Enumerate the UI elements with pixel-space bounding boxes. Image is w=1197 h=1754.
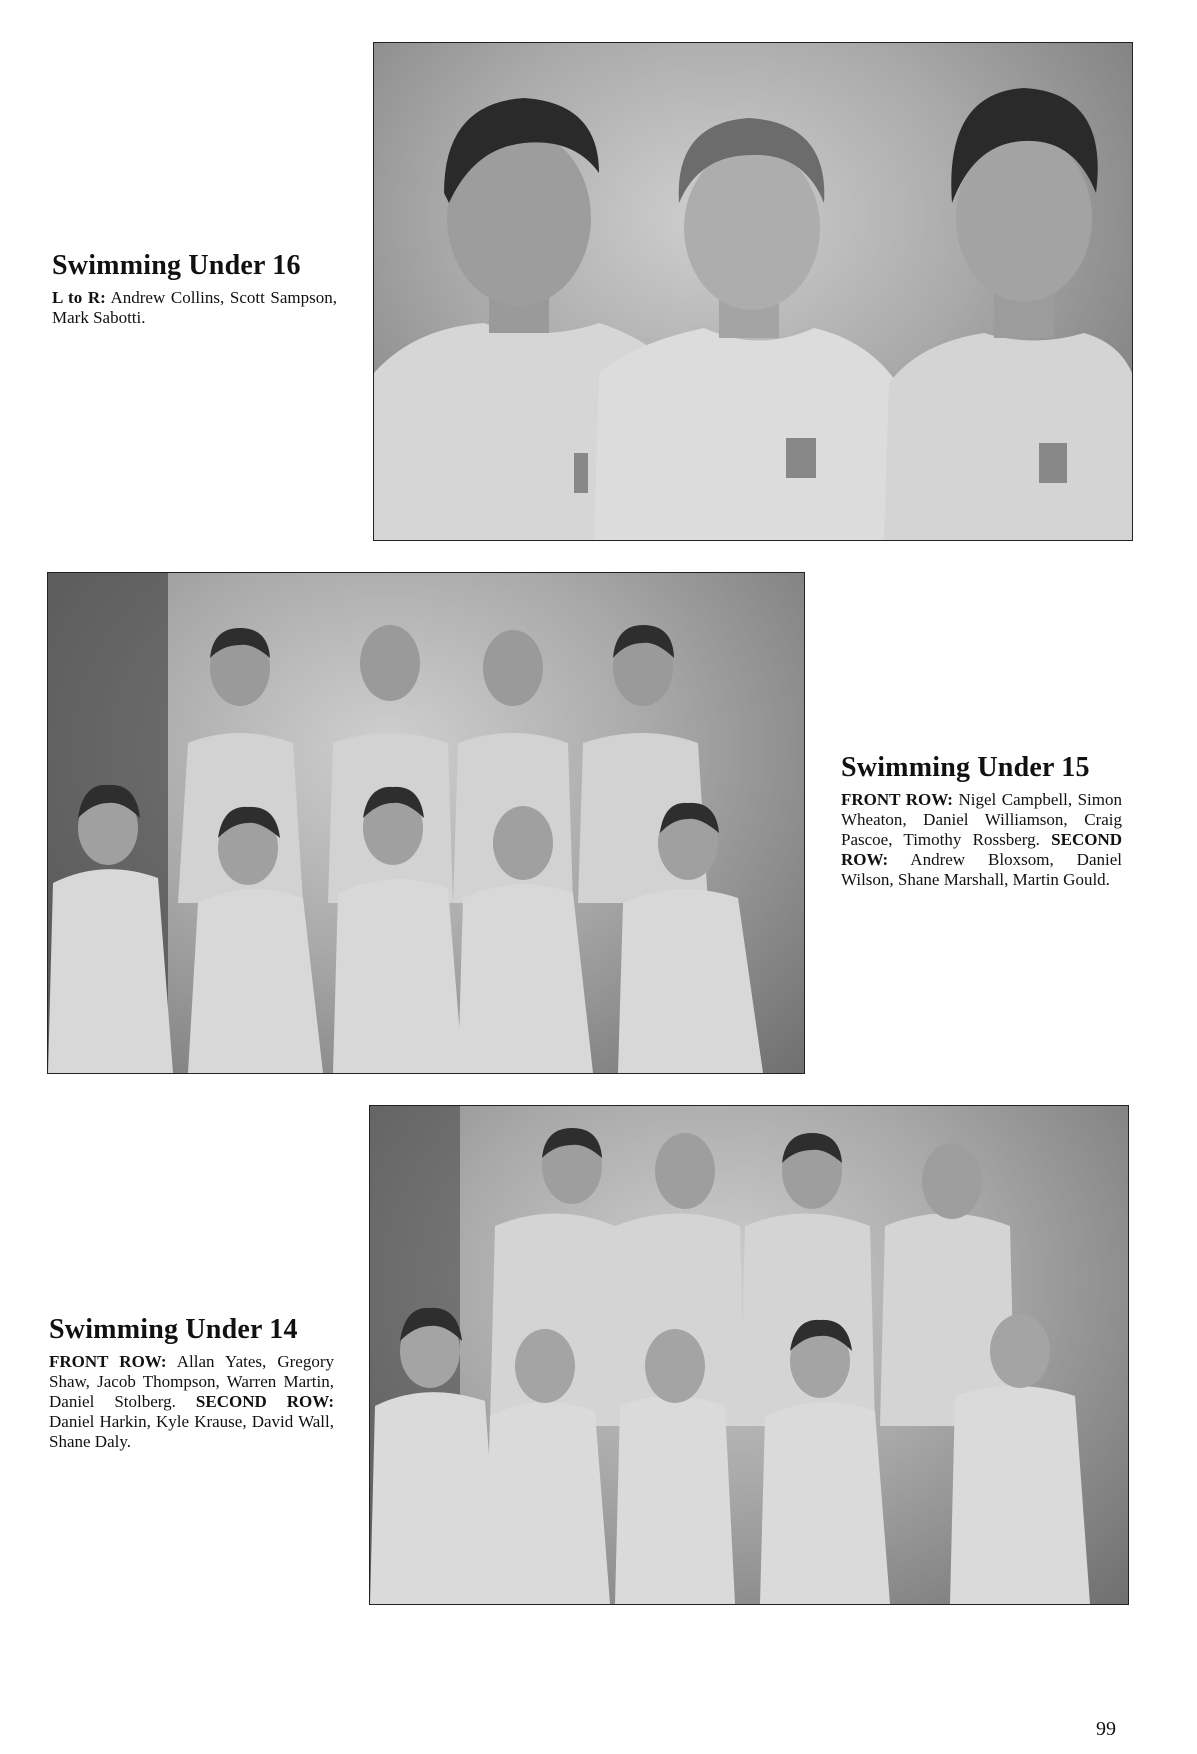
row-names: Daniel Harkin, Kyle Krause, David Wall, Shane Daly. xyxy=(49,1412,334,1451)
row-names: Allan Yates, Gregory Shaw, Jacob Thompson, Warren Martin, Daniel Stolberg. xyxy=(49,1352,335,1411)
caption-names xyxy=(841,790,1122,890)
team-photo-under-16 xyxy=(373,42,1133,541)
caption-names xyxy=(49,1352,334,1452)
team-photo-under-14 xyxy=(369,1105,1129,1605)
caption-title: Swimming Under 15 xyxy=(841,752,1090,783)
caption-under-14 xyxy=(49,1314,334,1452)
caption-under-16 xyxy=(52,250,337,328)
team-photo-under-14-image xyxy=(370,1106,1128,1604)
caption-title: Swimming Under 14 xyxy=(49,1314,298,1345)
team-photo-under-15-image xyxy=(48,573,804,1073)
row-label: FRONT ROW: xyxy=(841,790,953,809)
team-photo-under-16-image xyxy=(374,43,1132,540)
caption-under-15 xyxy=(841,752,1122,890)
caption-title: Swimming Under 16 xyxy=(52,250,301,281)
row-names: Andrew Bloxsom, Daniel Wilson, Shane Marshall, Martin Gould. xyxy=(841,850,1123,889)
page-number: 99 xyxy=(1096,1718,1116,1740)
team-photo-under-15 xyxy=(47,572,805,1074)
row-label: FRONT ROW: xyxy=(49,1352,167,1371)
row-label: SECOND ROW: xyxy=(195,1392,334,1411)
row-label: L to R: xyxy=(52,288,106,307)
caption-names xyxy=(52,288,337,328)
row-names: Andrew Collins, Scott Sampson, Mark Sabotti. xyxy=(52,288,338,327)
row-label: SECOND ROW: xyxy=(841,830,1123,869)
row-names: Nigel Campbell, Simon Wheaton, Daniel Williamson, Craig Pascoe, Timothy Rossberg. xyxy=(841,790,1122,849)
